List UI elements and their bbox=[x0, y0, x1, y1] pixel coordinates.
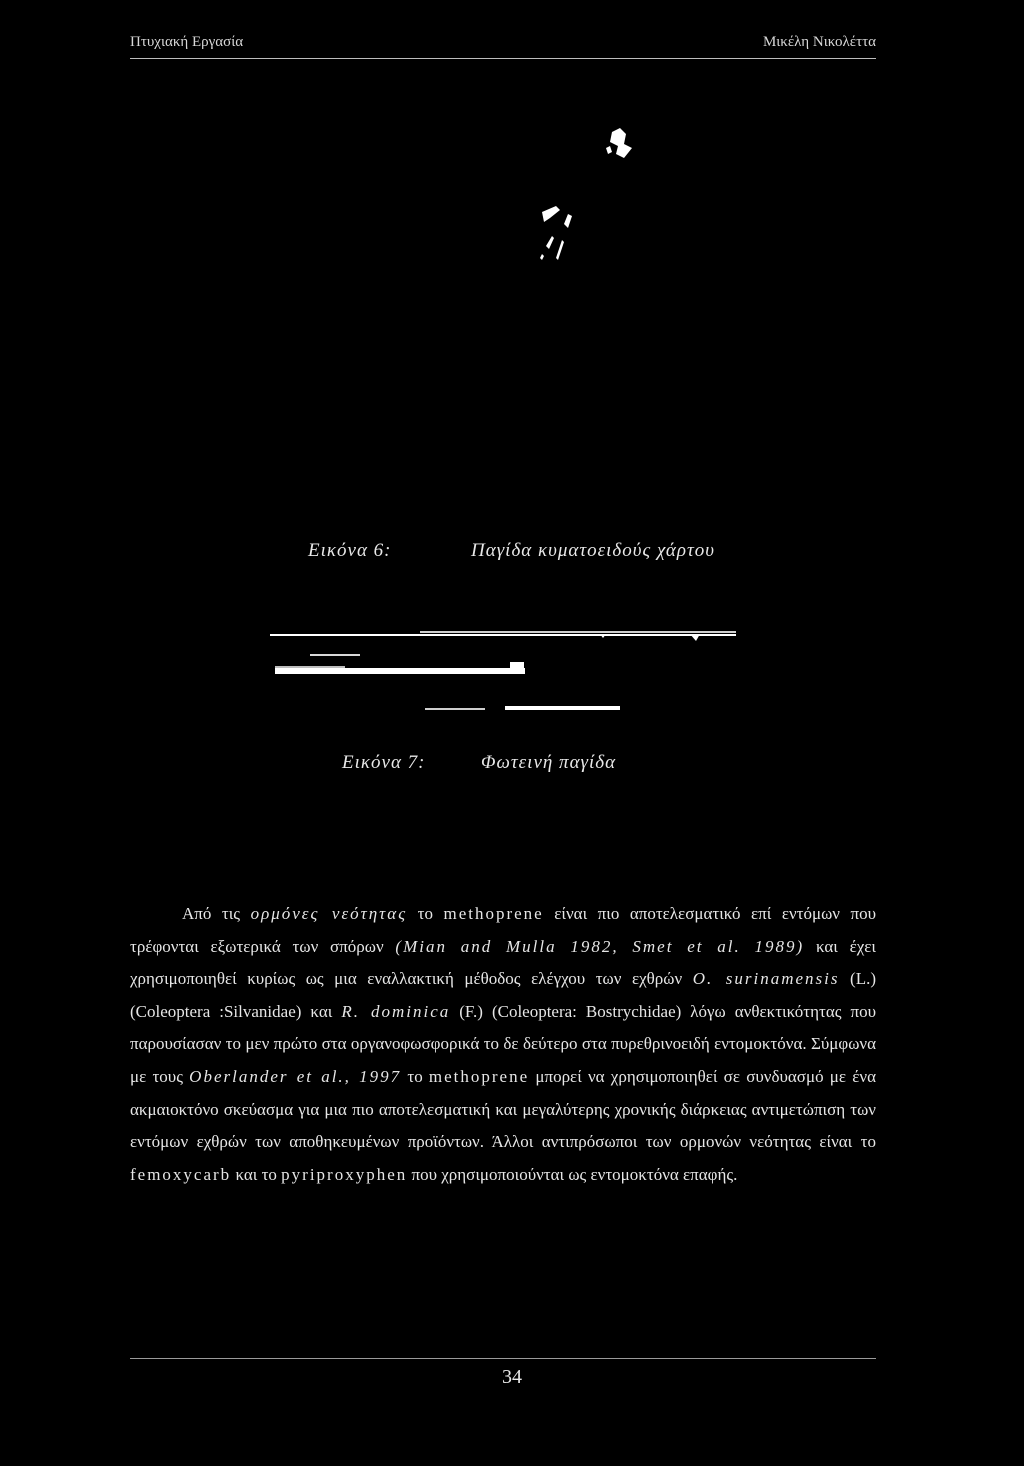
figure-6-image bbox=[520, 118, 640, 278]
citation-oberlander: Oberlander et al., 1997 bbox=[189, 1066, 402, 1086]
term-juvenile-hormones: ορμόνες νεότητας bbox=[250, 904, 408, 923]
text-span: μπορεί να χρησιμοποιηθεί σε συνδυασμό με ένα ακμαιοκτόνο σκεύασμα για μια πιο αποτελεσματική και μεγαλύτερης χρονικής διάρκειας αντιμετώπιση των εντόμων εχθρών των αποθηκευμένων προϊόντων. Άλλοι αντιπρόσωποι των ορμονών νεότητας είναι το bbox=[130, 1066, 876, 1152]
citation-mian-mulla: (Mian and Mulla 1982, Smet et al. 1989) bbox=[395, 936, 805, 956]
text-span: (L.) (Coleoptera :Silvanidae) και bbox=[130, 969, 876, 1021]
text-span: Από τις bbox=[182, 904, 251, 923]
species-o-surinamensis: O. surinamensis bbox=[692, 969, 840, 989]
figure-6-number: Εικόνα 6: bbox=[308, 540, 392, 561]
page-header bbox=[130, 34, 876, 59]
text-span: το bbox=[407, 904, 444, 923]
text-span: που χρησιμοποιούνται ως εντομοκτόνα επαφής. bbox=[407, 1164, 738, 1184]
figure-7-title: Φωτεινή παγίδα bbox=[481, 752, 617, 773]
text-span: είναι πιο αποτελεσματικό επί εντόμων που τρέφονται εξωτερικά των σπόρων bbox=[130, 904, 876, 956]
footer-divider bbox=[130, 1358, 876, 1359]
text-span: και έχει χρησιμοποιηθεί κυρίως ως μια εναλλακτική μέθοδος ελέγχου των εχθρών bbox=[130, 936, 877, 989]
text-span: και το bbox=[231, 1164, 282, 1184]
term-pyriproxyphen: pyriproxyphen bbox=[281, 1164, 408, 1184]
page-number: 34 bbox=[502, 1366, 522, 1388]
figure-7-number: Εικόνα 7: bbox=[342, 752, 426, 773]
header-left-title: Πτυχιακή Εργασία bbox=[130, 34, 244, 50]
text-span: (F.) (Coleoptera: Bostrychidae) λόγω ανθεκτικότητας που παρουσίασαν το μεν πρώτο στα οργανοφωσφορικά το δε δεύτερο στα πυρεθρινοειδή εντομοκτόνα. Σύμφωνα με τους bbox=[130, 1001, 876, 1086]
term-femoxycarb: femoxycarb bbox=[130, 1164, 232, 1184]
figure-7-image bbox=[270, 628, 740, 718]
figure-6-title: Παγίδα κυματοειδούς χάρτου bbox=[471, 540, 716, 561]
species-r-dominica: R. dominica bbox=[341, 1001, 451, 1021]
header-right-author: Μικέλη Νικολέττα bbox=[762, 34, 876, 50]
text-span: το bbox=[401, 1066, 429, 1086]
term-methoprene: methoprene bbox=[443, 904, 544, 923]
body-paragraph bbox=[130, 898, 876, 1191]
term-methoprene: methoprene bbox=[428, 1066, 530, 1086]
